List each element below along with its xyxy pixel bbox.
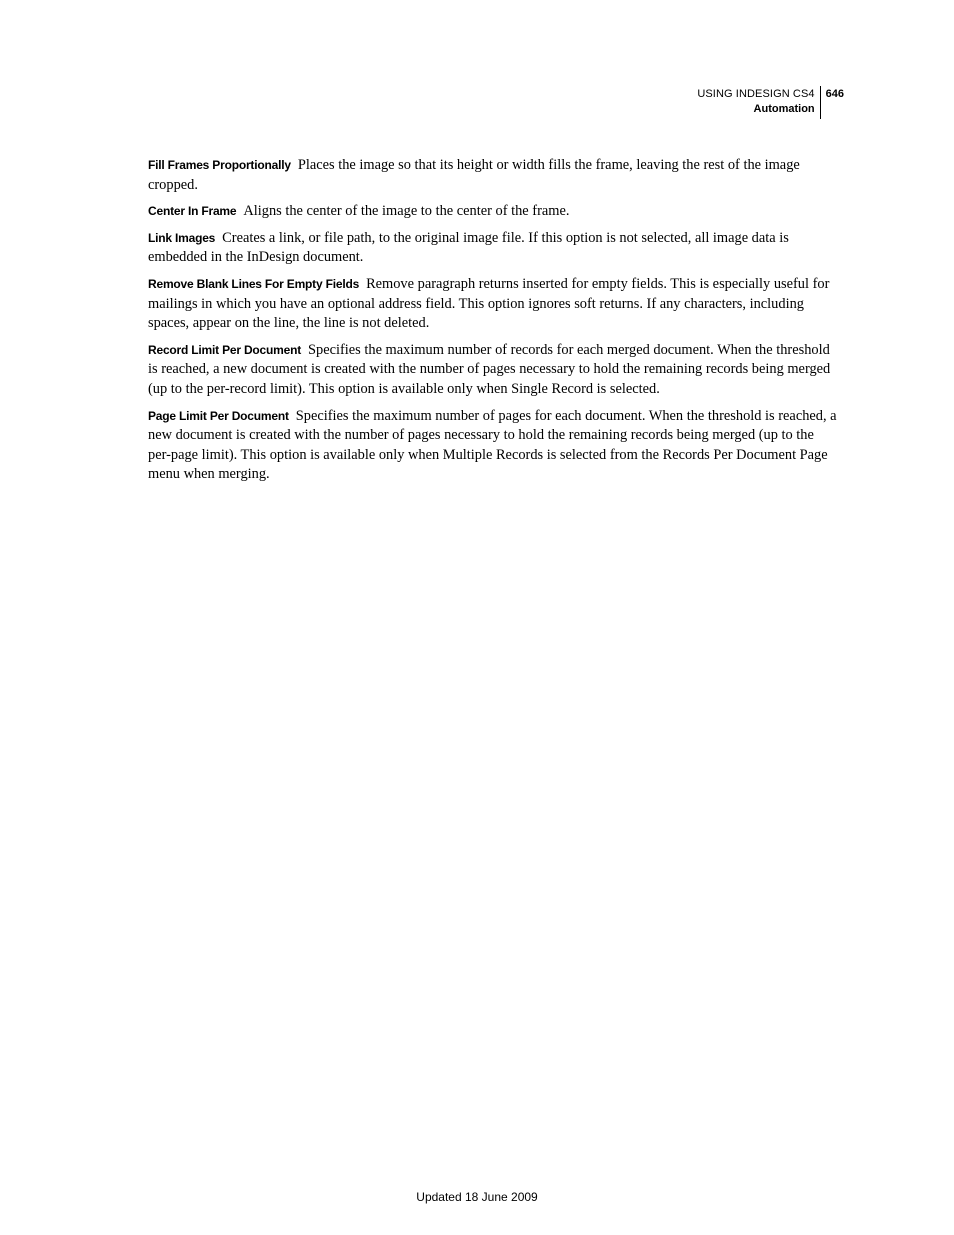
option-entry-fill-frames-proportionally [148, 156, 840, 195]
option-entry-page-limit-per-document [148, 407, 840, 485]
page-number: 646 [825, 88, 844, 100]
running-header [697, 86, 844, 119]
option-description: Creates a link, or file path, to the original image file. If this option is not selected, all image data is embedded in the InDesign document. [148, 229, 789, 266]
option-entry-record-limit-per-document [148, 341, 840, 400]
option-term: Page Limit Per Document [148, 408, 289, 423]
header-text-block [697, 86, 820, 119]
header-chapter: Automation [753, 103, 815, 115]
option-description: Specifies the maximum number of records for each merged document. When the threshold is reached, a new document is created with the number of pages necessary to hold the remaining records being merged (up to the per-record limit). This option is available only when Single Record is selected. [148, 341, 831, 397]
option-term: Fill Frames Proportionally [148, 158, 291, 172]
option-entry-remove-blank-lines [148, 275, 840, 334]
page-footer: Updated 18 June 2009 [416, 1190, 538, 1204]
option-term: Remove Blank Lines For Empty Fields [148, 276, 360, 291]
option-term: Link Images [148, 230, 216, 245]
option-entry-link-images [148, 229, 840, 268]
option-description: Specifies the maximum number of pages for each document. When the threshold is reached, a new document is created with the number of pages necessary to hold the remaining records being merged (up to the per-page limit). This option is available only when Multiple Records is selected from the Records Per Document Page menu when merging. [148, 407, 837, 483]
option-description: Places the image so that its height or width fills the frame, leaving the rest of the image cropped. [148, 157, 800, 193]
option-term: Center In Frame [148, 204, 237, 219]
option-term: Record Limit Per Document [148, 342, 302, 357]
option-description: Aligns the center of the image to the center of the frame. [243, 203, 570, 220]
header-doc-title: USING INDESIGN CS4 [697, 88, 815, 100]
option-description: Remove paragraph returns inserted for empty fields. This is especially useful for mailings in which you have an optional address field. This option ignores soft returns. If any characters, including spaces, appear on the line, the line is not deleted. [148, 275, 830, 332]
option-entry-center-in-frame [148, 202, 840, 222]
body-content [148, 156, 840, 492]
